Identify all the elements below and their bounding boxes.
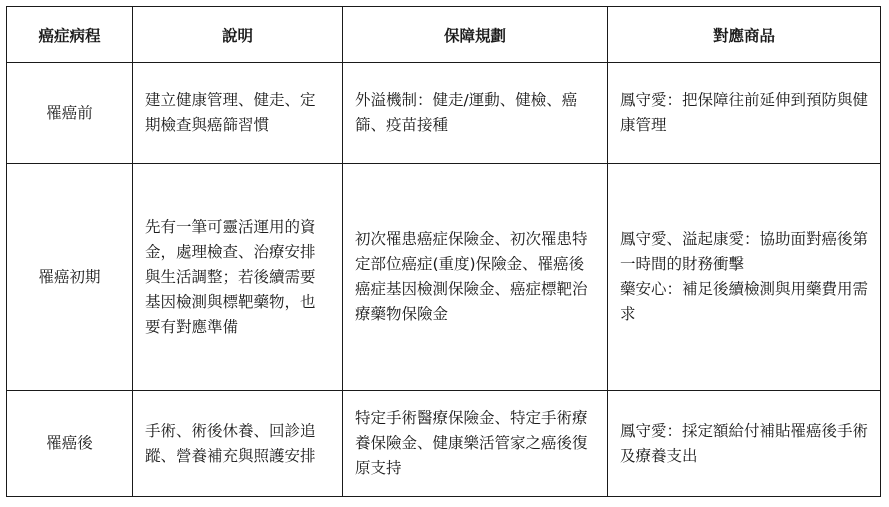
products-extra-text: 藥安心：補足後續檢測與用藥費用需求 [620, 280, 869, 323]
stage-cell: 罹癌前 [7, 63, 133, 164]
coverage-cell [343, 164, 608, 391]
description-text: 先有一筆可靈活運用的資金，處理檢查、治療安排與生活調整；若後續需要基因檢測與標靶藥物，也要有對應準備 [145, 217, 316, 336]
cancer-coverage-table-container [6, 6, 880, 496]
products-cell [608, 391, 881, 497]
header-products: 對應商品 [608, 7, 881, 63]
description-cell [133, 164, 343, 391]
products-cell [608, 164, 881, 391]
table-header-row [7, 7, 881, 63]
products-text: 鳳守愛：把保障往前延伸到預防與健康管理 [620, 91, 869, 134]
table-row [7, 164, 881, 391]
description-cell [133, 391, 343, 497]
coverage-text: 初次罹患癌症保險金、初次罹患特定部位癌症(重度)保險金、罹癌後癌症基因檢測保險金、癌症標靶治療藥物保險金 [355, 230, 588, 323]
description-text: 手術、術後休養、回診追蹤、營養補充與照護安排 [145, 421, 316, 465]
products-text: 鳳守愛：採定額給付補貼罹癌後手術及療養支出 [620, 421, 869, 465]
stage-cell: 罹癌後 [7, 391, 133, 497]
table-row [7, 391, 881, 497]
header-coverage: 保障規劃 [343, 7, 608, 63]
coverage-text: 特定手術醫療保險金、特定手術療養保險金、健康樂活管家之癌後復原支持 [355, 409, 588, 477]
coverage-cell [343, 63, 608, 164]
stage-cell: 罹癌初期 [7, 164, 133, 391]
coverage-cell [343, 391, 608, 497]
cancer-coverage-table [6, 6, 881, 497]
coverage-text: 外溢機制：健走/運動、健檢、癌篩、疫苗接種 [355, 91, 578, 134]
header-description: 說明 [133, 7, 343, 63]
description-text: 建立健康管理、健走、定期檢查與癌篩習慣 [145, 91, 316, 134]
description-cell [133, 63, 343, 164]
table-row [7, 63, 881, 164]
products-text: 鳳守愛、溢起康愛：協助面對癌後第一時間的財務衝擊 [620, 230, 869, 273]
products-cell [608, 63, 881, 164]
header-stage: 癌症病程 [7, 7, 133, 63]
